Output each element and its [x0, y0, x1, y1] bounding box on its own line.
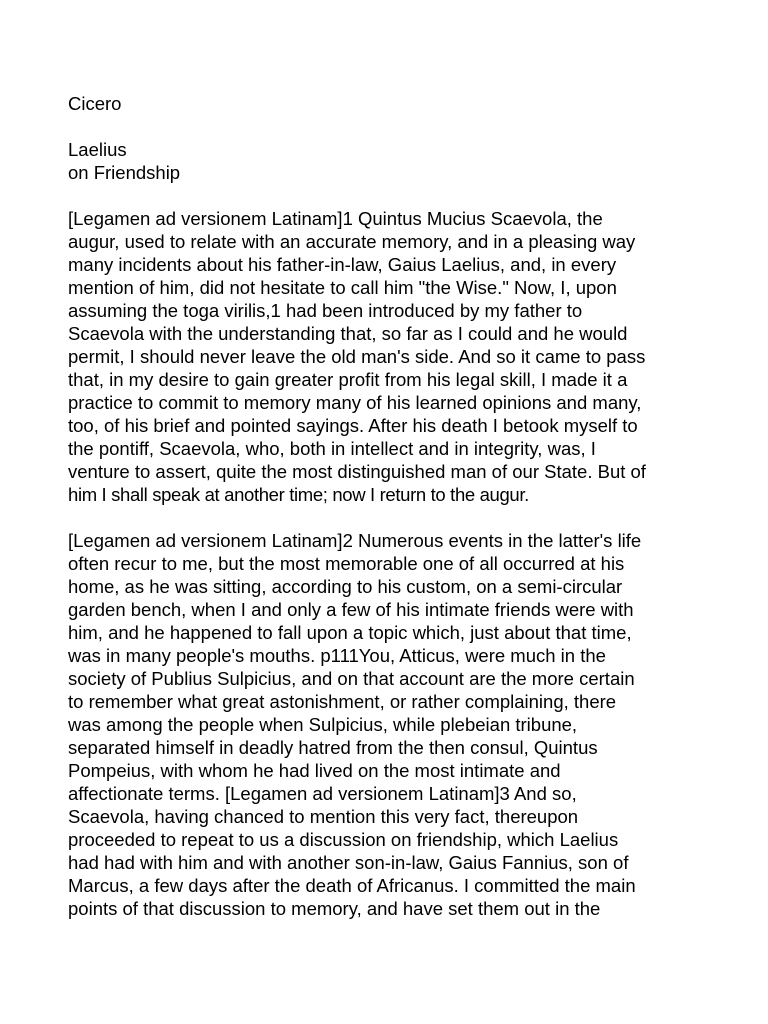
- paragraph-2: [68, 529, 748, 920]
- text-line: home, as he was sitting, according to his custom, on a semi-circular: [68, 576, 623, 597]
- text-line: Marcus, a few days after the death of Africanus. I committed the main: [68, 875, 636, 896]
- text-line: augur, used to relate with an accurate memory, and in a pleasing way: [68, 231, 636, 252]
- text-line: affectionate terms. [Legamen ad versionem Latinam]3 And so,: [68, 783, 577, 804]
- text-line: Pompeius, with whom he had lived on the most intimate and: [68, 760, 561, 781]
- text-line: often recur to me, but the most memorable one of all occurred at his: [68, 553, 625, 574]
- text-line: him I shall speak at another time; now I return to the augur.: [68, 484, 529, 505]
- text-line: mention of him, did not hesitate to call him "the Wise." Now, I, upon: [68, 277, 617, 298]
- work-title: Laelius: [68, 139, 127, 160]
- text-line: him, and he happened to fall upon a topic which, just about that time,: [68, 622, 632, 643]
- spacer: [68, 506, 748, 529]
- text-line: Scaevola with the understanding that, so far as I could and he would: [68, 323, 628, 344]
- text-line: practice to commit to memory many of his learned opinions and many,: [68, 392, 642, 413]
- spacer: [68, 184, 748, 207]
- text-line: that, in my desire to gain greater profit from his legal skill, I made it a: [68, 369, 628, 390]
- work-subtitle: on Friendship: [68, 162, 181, 183]
- text-line: points of that discussion to memory, and have set them out in the: [68, 898, 601, 919]
- text-line: assuming the toga virilis,1 had been introduced by my father to: [68, 300, 583, 321]
- text-line: had had with him and with another son-in-law, Gaius Fannius, son of: [68, 852, 629, 873]
- document-page: [68, 92, 748, 920]
- text-line: [Legamen ad versionem Latinam]2 Numerous events in the latter's life: [68, 530, 642, 551]
- text-line: many incidents about his father-in-law, Gaius Laelius, and, in every: [68, 254, 617, 275]
- text-line: Scaevola, having chanced to mention this very fact, thereupon: [68, 806, 579, 827]
- text-line: permit, I should never leave the old man's side. And so it came to pass: [68, 346, 646, 367]
- text-line: was in many people's mouths. p111You, Atticus, were much in the: [68, 645, 606, 666]
- text-line: was among the people when Sulpicius, while plebeian tribune,: [68, 714, 578, 735]
- text-line: garden bench, when I and only a few of his intimate friends were with: [68, 599, 634, 620]
- text-line: separated himself in deadly hatred from the then consul, Quintus: [68, 737, 598, 758]
- author-name: Cicero: [68, 93, 122, 114]
- text-line: proceeded to repeat to us a discussion on friendship, which Laelius: [68, 829, 619, 850]
- text-line: the pontiff, Scaevola, who, both in intellect and in integrity, was, I: [68, 438, 596, 459]
- text-line: too, of his brief and pointed sayings. After his death I betook myself to: [68, 415, 638, 436]
- text-line: society of Publius Sulpicius, and on that account are the more certain: [68, 668, 635, 689]
- text-line: venture to assert, quite the most distinguished man of our State. But of: [68, 461, 646, 482]
- spacer: [68, 115, 748, 138]
- text-line: [Legamen ad versionem Latinam]1 Quintus Mucius Scaevola, the: [68, 208, 603, 229]
- text-line: to remember what great astonishment, or rather complaining, there: [68, 691, 617, 712]
- paragraph-1: [68, 207, 748, 506]
